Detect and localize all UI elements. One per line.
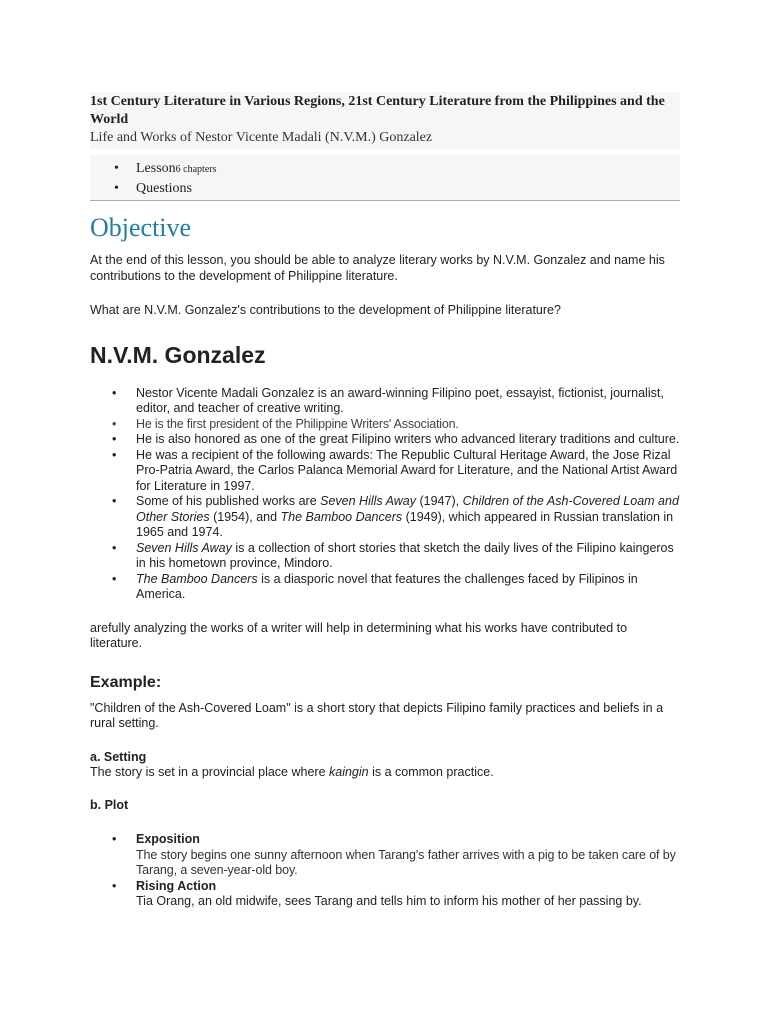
course-header <box>90 92 680 149</box>
plot-label: b. Plot <box>90 797 129 812</box>
lesson-label: Lesson <box>136 161 176 176</box>
text-fragment: Some of his published works are <box>136 494 321 508</box>
conclusion-text: arefully analyzing the works of a writer will help in determining what his works have contributed to literature. <box>90 620 628 650</box>
plot-item-name: • Exposition <box>136 832 200 846</box>
plot-list <box>90 832 680 910</box>
text-fragment: (1954), and <box>209 509 281 524</box>
author-bullets <box>90 386 680 603</box>
text-fragment: (1947), <box>416 494 463 508</box>
text-fragment: The story is set in a provincial place where <box>90 765 329 779</box>
example-intro: "Children of the Ash-Covered Loam" is a short story that depicts Filipino family practices and beliefs in a rural setting. <box>90 700 664 730</box>
objective-text: At the end of this lesson, you should be able to analyze literary works by N.V.M. Gonzalez and name his contributions to the development of Philippine literature. <box>90 253 665 283</box>
lesson-title: Life and Works of Nestor Vicente Madali (N.V.M.) Gonzalez <box>90 130 433 145</box>
text-fragment: (1949), which appeared in Russian translation in 1965 and 1974. <box>136 509 674 539</box>
plot-item-desc: The story begins one sunny afternoon when Tarang's father arrives with a pig to be taken care of by Tarang, a seven-year-old boy. <box>136 847 676 877</box>
questions-label: Questions <box>136 181 192 196</box>
list-item: • Nestor Vicente Madali Gonzalez is an award-winning Filipino poet, essayist, fictionist, journalist, editor, and teacher of creative writing. <box>90 386 680 417</box>
list-item: • He was a recipient of the following awards: The Republic Cultural Heritage Award, the Jose Rizal Pro-Patria Award, the Carlos Palanca Memorial Award for Literature, and the National Artist Award for Literature in 1997. <box>90 448 680 495</box>
work-title: Children of the Ash-Covered Loam and Other Stories <box>136 494 679 524</box>
work-title: Seven Hills Away <box>136 540 232 555</box>
example-heading: Example: <box>90 673 162 691</box>
lesson-link[interactable] <box>90 159 680 179</box>
list-item <box>90 572 680 603</box>
text-fragment: is a common practice. <box>368 765 494 779</box>
setting-text <box>90 765 680 781</box>
objective-question: What are N.V.M. Gonzalez's contributions to the development of Philippine literature? <box>90 303 561 317</box>
text-fragment: is a diasporic novel that features the challenges faced by Filipinos in America. <box>136 571 638 601</box>
plot-item-desc: Tia Orang, an old midwife, sees Tarang and tells him to inform his mother of her passing by. <box>136 894 642 908</box>
lesson-meta-list <box>90 155 680 201</box>
work-title: The Bamboo Dancers <box>280 509 403 524</box>
work-title: The Bamboo Dancers <box>136 571 258 586</box>
list-item: • He is also honored as one of the great Filipino writers who advanced literary traditions and culture. <box>90 432 680 448</box>
text-fragment: is a collection of short stories that sketch the daily lives of the Filipino kaingeros in his hometown province, Mindoro. <box>136 540 674 570</box>
list-item <box>90 832 680 879</box>
list-item <box>90 494 680 541</box>
list-item <box>90 541 680 572</box>
course-title: 1st Century Literature in Various Regions, 21st Century Literature from the Philippines and the World <box>90 94 665 127</box>
document-page <box>90 92 680 910</box>
work-title: Seven Hills Away <box>320 494 416 508</box>
list-item <box>90 879 680 910</box>
list-item: • He is the first president of the Philippine Writers' Association. <box>90 417 680 433</box>
lesson-count: 6 chapters <box>175 164 217 175</box>
questions-link[interactable] <box>90 179 680 198</box>
term: kaingin <box>329 765 369 779</box>
setting-label: a. Setting <box>90 749 147 764</box>
author-heading: N.V.M. Gonzalez <box>90 341 266 368</box>
objective-heading: Objective <box>90 213 192 242</box>
plot-item-name: • Rising Action <box>136 878 217 893</box>
